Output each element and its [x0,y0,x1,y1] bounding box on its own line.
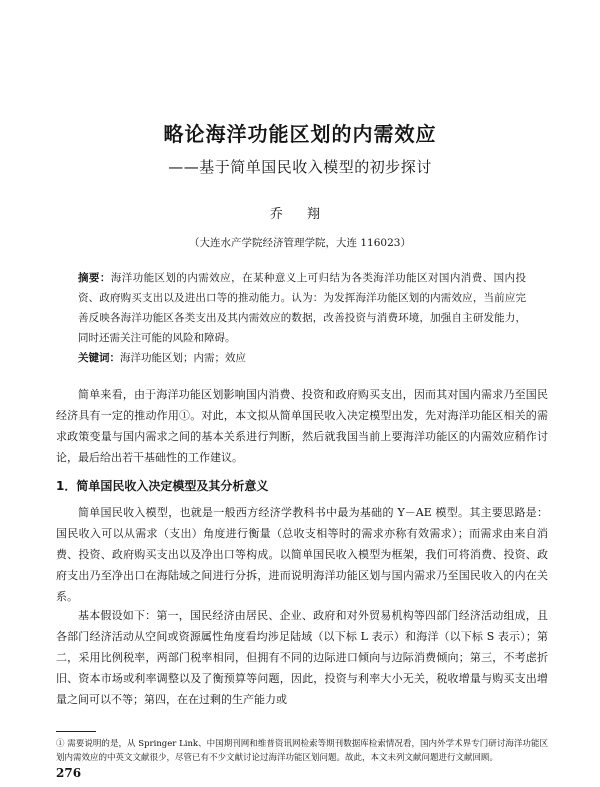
abstract [78,268,526,348]
paper-subtitle: ——基于简单国民收入模型的初步探讨 [168,158,432,176]
keywords-label: 关键词： [78,352,120,364]
keywords-text: 海洋功能区划；内需；效应 [120,352,246,364]
paragraph-assumptions: 基本假设如下：第一，国民经济由居民、企业、政府和对外贸易机构等四部门经济活动组成，且各部门经济活动从空间或资源属性角度看均涉足陆域（以下标 L 表示）和海洋（以下标 S 表示）；第二，采用比例税率，两部门税率相同，但拥有不同的边际进口倾向与边际消费倾向；第三，不考虑折旧、资本市场或利率调整以及了衡预算等问题，因此，投资与利率大小无关，税收增量与购买支出增量之间可以不等；第四，在在过剩的生产能力或 [56,609,548,706]
abstract-block [78,268,526,368]
page-number: 276 [56,766,82,780]
abstract-text: 海洋功能区划的内需效应，在某种意义上可归结为各类海洋功能区对国内消费、国内投资、政府购买支出以及进出口等的推动能力。认为：为发挥海洋功能区划的内需效应，当前应完善反映各海洋功能区各类支出及其内需效应的数据，改善投资与消费环境，加强自主研发能力，同时还需关注可能的风险和障碍。 [78,272,526,344]
abstract-label: 摘要： [78,272,111,284]
affiliation: （大连水产学院经济管理学院，大连 116023） [189,237,411,249]
paragraph-model: 简单国民收入模型，也就是一般西方经济学教科书中最为基础的 Y－AE 模型。其主要思路是：国民收入可以从需求（支出）角度进行衡量（总收支相等时的需求亦称有效需求）；而需求由来自消费、投资、政府购买支出以及净出口等构成。以简单国民收入模型为框架，我们可将消费、投资、政府支出乃至净出口在海陆域之间进行分拆，进而说明海洋功能区划与国内需求乃至国民收入的内在关系。 [56,506,548,603]
paper-title: 略论海洋功能区划的内需效应 [163,122,437,146]
paragraph-intro: 简单来看，由于海洋功能区划影响国内消费、投资和政府购买支出，因而其对国内需求乃至国民经济具有一定的推动作用①。对此，本文拟从简单国民收入决定模型出发，先对海洋功能区相关的需求政策变量与国内需求之间的基本关系进行判断，然后就我国当前上要海洋功能区的内需效应稍作讨论，最后给出若干基础性的工作建议。 [56,388,548,464]
footnote: ① 需要说明的是，从 Springer Link、中国期刊网和维普资讯网检索等期刊数据库检索情况看，国内外学术界专门研讨海洋功能区划内需效应的中英文文献很少，尽管已有不少文献讨论过海洋功能区划问题。故此，本文未列文献问题进行文献回顾。 [56,739,548,763]
section-heading: 1．简单国民收入决定模型及其分析意义 [56,479,269,493]
footnote-divider [56,731,96,732]
keywords [78,348,526,368]
author: 乔 翔 [269,207,331,222]
